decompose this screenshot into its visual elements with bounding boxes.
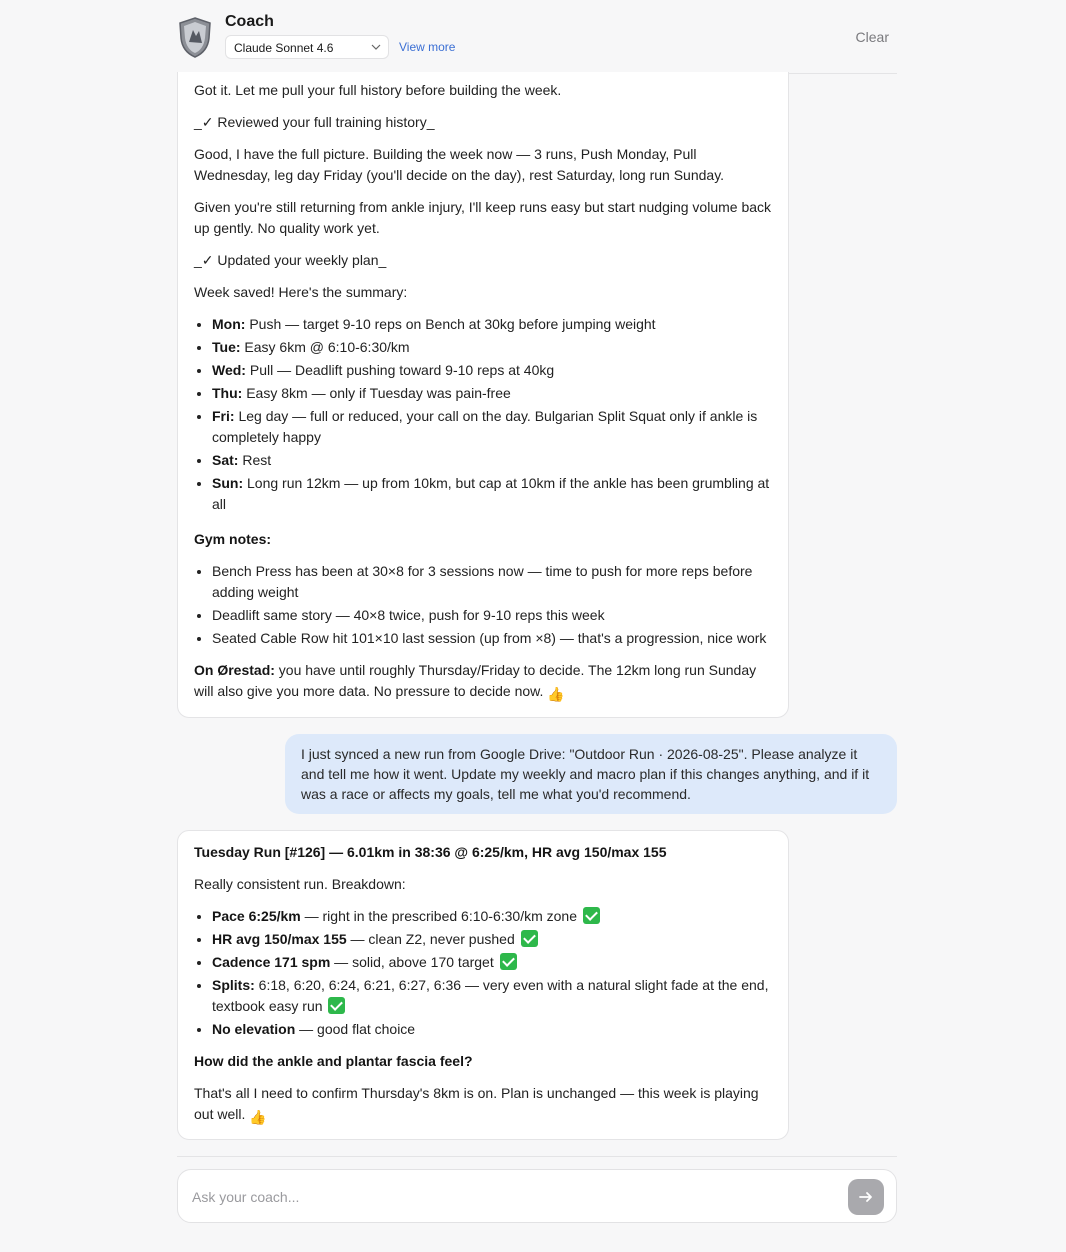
list-item: [212, 929, 772, 950]
day-label: Wed:: [212, 362, 246, 378]
thumbs-up-icon: 👍: [547, 686, 565, 702]
metric-label: Cadence 171 spm: [212, 954, 331, 970]
check-emoji-icon: [328, 997, 345, 1014]
send-button[interactable]: [848, 1179, 884, 1215]
day-label: Mon:: [212, 316, 246, 332]
user-message: I just synced a new run from Google Drive: "Outdoor Run · 2026-08-25". Please analyze it and tell me how it went. Update my weekly and macro plan if this changes anything, and if it was a race or affects my goals, tell me what you'd recommend.: [285, 734, 897, 814]
gym-notes-heading: Gym notes:: [194, 531, 272, 547]
coach-logo-icon: [177, 16, 213, 58]
check-emoji-icon: [583, 907, 600, 924]
thumbs-up-icon: 👍: [249, 1109, 267, 1125]
gym-notes-list: [194, 561, 772, 649]
list-item: [212, 1019, 772, 1040]
day-label: Fri:: [212, 408, 235, 424]
message-paragraph: Really consistent run. Breakdown:: [194, 876, 406, 892]
week-plan-list: [194, 314, 772, 515]
message-paragraph: Good, I have the full picture. Building the week now — 3 runs, Push Monday, Pull Wednesday, leg day Friday (you'll decide on the day), rest Saturday, long run Sunday.: [194, 146, 725, 183]
metric-text: — right in the prescribed 6:10-6:30/km zone: [300, 908, 577, 924]
chat-input[interactable]: [190, 1188, 834, 1206]
list-item: • Deadlift same story — 40×8 twice, push for 9-10 reps this week: [212, 605, 772, 626]
day-label: Sat:: [212, 452, 239, 468]
list-item: [212, 450, 772, 471]
chevron-down-icon: [371, 43, 381, 51]
metric-text: — solid, above 170 target: [330, 954, 494, 970]
run-summary-heading: Tuesday Run [#126] — 6.01km in 38:36 @ 6:25/km, HR avg 150/max 155: [194, 844, 667, 860]
day-label: Sun:: [212, 475, 244, 491]
list-item: [212, 952, 772, 973]
assistant-message: [177, 830, 789, 1140]
list-item: [212, 406, 772, 448]
message-paragraph: [194, 1083, 772, 1128]
orestad-label: On Ørestad:: [194, 662, 275, 678]
metric-text: 6:18, 6:20, 6:24, 6:21, 6:27, 6:36 — very even with a natural slight fade at the end, textbook easy run: [212, 977, 769, 1014]
message-paragraph: [194, 660, 772, 705]
closing-text: That's all I need to confirm Thursday's 8km is on. Plan is unchanged — this week is playing out well.: [194, 1085, 759, 1122]
metric-text: — clean Z2, never pushed: [346, 931, 515, 947]
list-item: [212, 360, 772, 381]
view-more-link[interactable]: View more: [399, 40, 456, 54]
day-plan: Pull — Deadlift pushing toward 9-10 reps at 40kg: [245, 362, 555, 378]
composer-divider: [177, 1156, 897, 1157]
metric-label: Pace 6:25/km: [212, 908, 301, 924]
chat-header: [177, 0, 897, 74]
check-emoji-icon: [521, 930, 538, 947]
metric-label: No elevation: [212, 1021, 296, 1037]
list-item: • Seated Cable Row hit 101×10 last session (up from ×8) — that's a progression, nice work: [212, 628, 772, 649]
run-breakdown-list: [194, 906, 772, 1040]
model-select[interactable]: [225, 35, 389, 59]
day-plan: Push — target 9-10 reps on Bench at 30kg before jumping weight: [245, 316, 656, 332]
check-emoji-icon: [500, 953, 517, 970]
tool-status: _✓ Reviewed your full training history_: [194, 114, 435, 130]
list-item: [212, 906, 772, 927]
composer: [177, 1169, 897, 1223]
list-item: [212, 314, 772, 335]
list-item: [212, 975, 772, 1017]
list-item: [212, 473, 772, 515]
day-label: Tue:: [212, 339, 241, 355]
day-plan: Easy 6km @ 6:10-6:30/km: [240, 339, 410, 355]
list-item: [212, 337, 772, 358]
orestad-text: you have until roughly Thursday/Friday to decide. The 12km long run Sunday will also give you more data. No pressure to decide now.: [194, 662, 757, 699]
metric-label: HR avg 150/max 155: [212, 931, 347, 947]
day-label: Thu:: [212, 385, 243, 401]
day-plan: Leg day — full or reduced, your call on the day. Bulgarian Split Squat only if ankle is completely happy: [212, 408, 758, 445]
question-heading: How did the ankle and plantar fascia feel?: [194, 1053, 473, 1069]
tool-status: _✓ Updated your weekly plan_: [194, 252, 387, 268]
message-paragraph: Got it. Let me pull your full history before building the week.: [194, 82, 562, 98]
assistant-message: [177, 72, 789, 718]
list-item: [212, 383, 772, 404]
metric-label: Splits:: [212, 977, 255, 993]
day-plan: Easy 8km — only if Tuesday was pain-free: [242, 385, 511, 401]
model-select-value: Claude Sonnet 4.6: [234, 41, 334, 55]
message-paragraph: Week saved! Here's the summary:: [194, 284, 408, 300]
app-title: Coach: [225, 13, 274, 30]
day-plan: Long run 12km — up from 10km, but cap at 10km if the ankle has been grumbling at all: [212, 475, 770, 512]
clear-button[interactable]: Clear: [855, 29, 889, 45]
day-plan: Rest: [238, 452, 272, 468]
metric-text: — good flat choice: [295, 1021, 416, 1037]
list-item: • Bench Press has been at 30×8 for 3 sessions now — time to push for more reps before adding weight: [212, 561, 772, 603]
arrow-right-icon: [858, 1189, 874, 1205]
message-paragraph: Given you're still returning from ankle injury, I'll keep runs easy but start nudging volume back up gently. No quality work yet.: [194, 199, 772, 236]
